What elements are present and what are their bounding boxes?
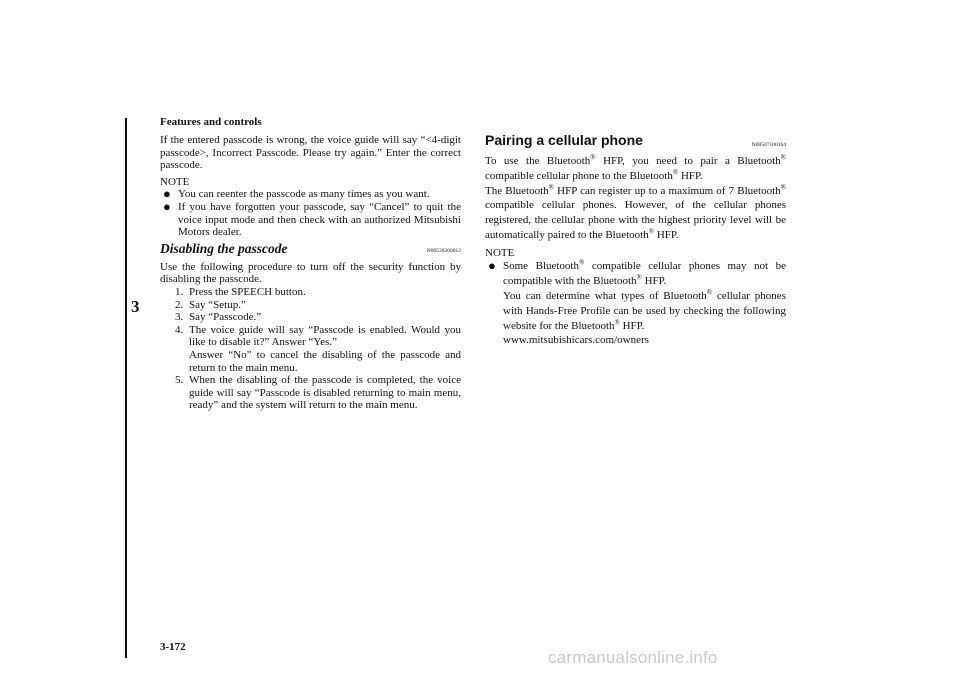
step-item xyxy=(175,286,461,299)
text-run: compatible cellular phone to the Bluetooth xyxy=(485,169,673,182)
procedure-steps xyxy=(160,286,461,412)
section-title: Features and controls xyxy=(160,116,262,128)
section-heading xyxy=(160,240,461,261)
website-link[interactable]: www.mitsubishicars.com/owners xyxy=(503,334,649,347)
heading-text: Pairing a cellular phone xyxy=(485,132,643,148)
registered-mark: ® xyxy=(636,273,642,282)
left-column xyxy=(160,134,461,412)
section-heading xyxy=(485,134,786,154)
pairing-paragraph-2 xyxy=(485,184,786,243)
registered-mark: ® xyxy=(590,153,596,162)
step-item xyxy=(175,299,461,312)
step-text: The voice guide will say “Passcode is enabled. Would you like to disable it?” Answer “Yes.” xyxy=(189,323,461,349)
text-run: HFP. xyxy=(678,169,703,182)
bullet-icon: ● xyxy=(163,186,171,202)
note-label: NOTE xyxy=(160,175,190,188)
right-column xyxy=(485,134,786,348)
step-text-continued: Answer “No” to cancel the disabling of the passcode and return to the main menu. xyxy=(189,348,461,374)
procedure-intro: Use the following procedure to turn off the security function by disabling the passcode. xyxy=(160,260,461,286)
registered-mark: ® xyxy=(548,182,554,191)
text-run: HFP. xyxy=(641,275,667,288)
pairing-paragraph-1 xyxy=(485,154,786,184)
step-number: 3. xyxy=(175,311,184,324)
bullet-icon: ● xyxy=(488,258,496,274)
text-run: compatible cellular phones. However, of the cellular phones registered, the cellular phone with the highest priority level will be automatically paired to the Bluetooth xyxy=(485,199,786,241)
heading-text: Disabling the passcode xyxy=(160,240,288,256)
step-text: Say “Setup.” xyxy=(189,298,246,311)
note-bullet xyxy=(485,259,786,348)
bullet-icon: ● xyxy=(163,198,171,214)
note-bullet xyxy=(160,188,461,201)
step-number: 4. xyxy=(175,323,184,336)
registered-mark: ® xyxy=(780,153,786,162)
reference-code: N00539200012 xyxy=(426,248,461,255)
text-run: Some Bluetooth xyxy=(503,260,579,273)
step-number: 5. xyxy=(175,374,184,387)
text-run: HFP. xyxy=(654,228,679,241)
step-number: 2. xyxy=(175,298,184,311)
step-text: Press the SPEECH button. xyxy=(189,285,306,298)
text-run: HFP can register up to a maximum of 7 Bluetooth xyxy=(553,184,781,197)
text-run: compatible cellular phones may not be compatible with the Bluetooth xyxy=(503,260,786,288)
watermark: carmanualsonline.info xyxy=(548,648,718,667)
registered-mark: ® xyxy=(672,168,679,177)
step-item xyxy=(175,311,461,324)
registered-mark: ® xyxy=(706,288,713,297)
registered-mark: ® xyxy=(614,317,620,326)
step-item xyxy=(175,324,461,374)
text-run: HFP, you need to pair a Bluetooth xyxy=(595,155,781,167)
text-run: You can determine what types of Bluetooth xyxy=(503,289,707,302)
registered-mark: ® xyxy=(579,258,585,267)
step-text: When the disabling of the passcode is completed, the voice guide will say “Passcode is disabled returning to main menu, ready” and the system will return to the main menu. xyxy=(189,374,461,412)
registered-mark: ® xyxy=(648,227,655,236)
registered-mark: ® xyxy=(780,182,786,191)
chapter-tab-bar xyxy=(125,118,127,658)
text-run: The Bluetooth xyxy=(485,184,549,197)
note-bullet-text: If you have forgotten your passcode, say “Cancel” to quit the voice input mode and then check with an authorized Mitsubishi Motors dealer. xyxy=(178,200,461,239)
text-run: To use the Bluetooth xyxy=(485,155,591,167)
note-bullet-text: You can reenter the passcode as many times as you want. xyxy=(178,188,430,201)
step-text: Say “Passcode.” xyxy=(189,311,262,324)
chapter-number: 3 xyxy=(131,297,140,316)
reference-code: N00507100164 xyxy=(751,142,786,149)
text-run: cellular phones with Hands-Free Profile can be used by checking the following website for the Bluetooth xyxy=(503,289,786,332)
note-label: NOTE xyxy=(485,246,515,259)
step-item xyxy=(175,374,461,412)
page-number: 3-172 xyxy=(160,641,186,653)
note-bullet xyxy=(160,198,461,239)
text-run: HFP. xyxy=(619,319,645,332)
intro-paragraph: If the entered passcode is wrong, the voice guide will say “<4-digit passcode>, Incorrect Passcode. Please try again.” Enter the correct passcode. xyxy=(160,134,461,172)
step-number: 1. xyxy=(175,285,184,298)
